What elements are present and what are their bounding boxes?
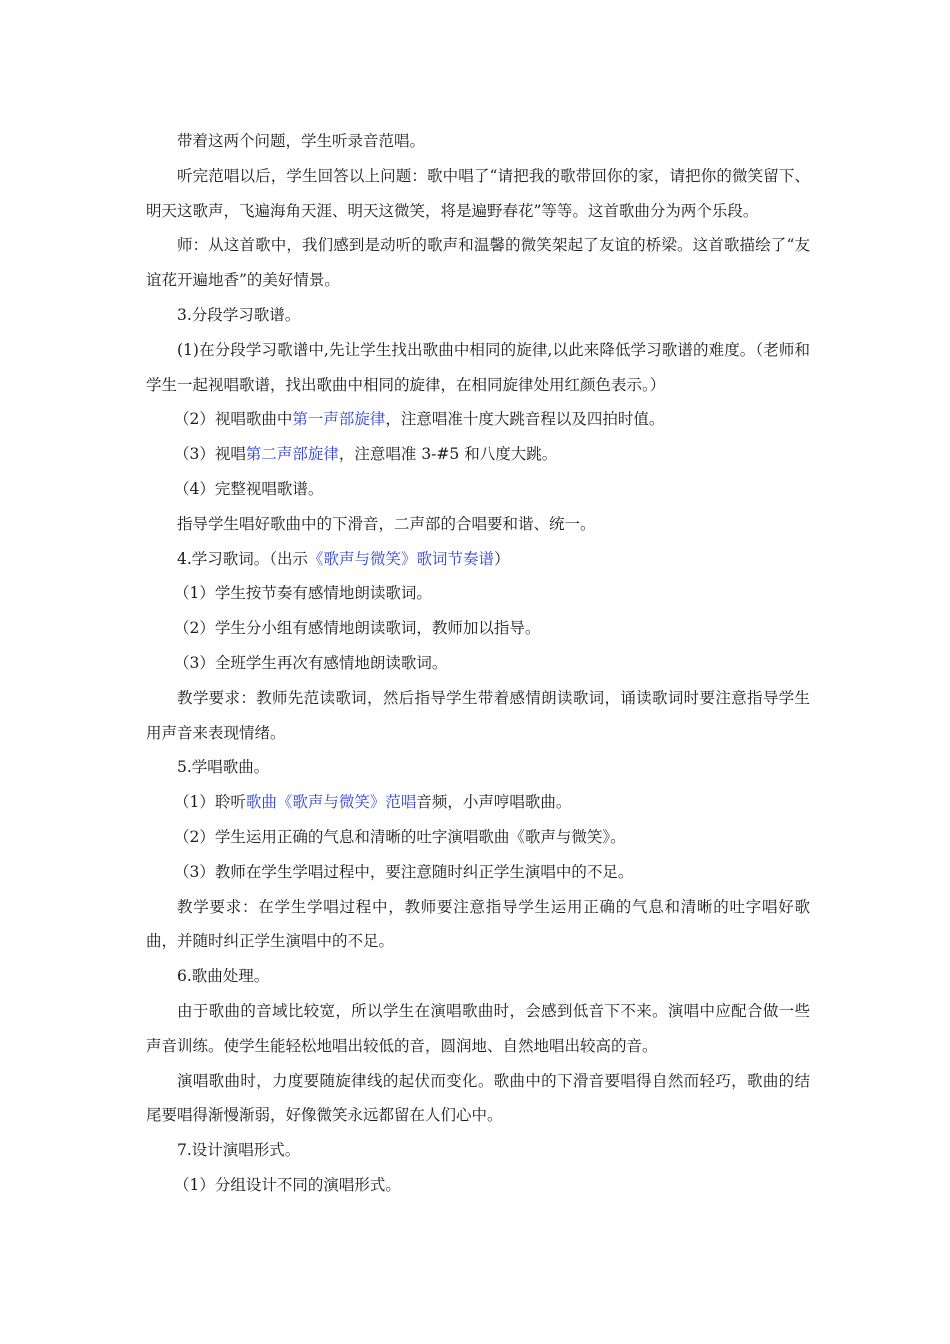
paragraph-text: 由于歌曲的音域比较宽，所以学生在演唱歌曲时，会感到低音下不来。演唱中应配合做一些声音训练。使学生能轻松地唱出较低的音，圆润地、自然地唱出较高的音。: [146, 1001, 810, 1055]
paragraph-text: 指导学生唱好歌曲中的下滑音，二声部的合唱要和谐、统一。: [177, 514, 596, 533]
paragraph-p9: [146, 507, 810, 542]
resource-link[interactable]: 歌曲《歌声与微笑》范唱: [245, 793, 417, 812]
paragraph-p20: [146, 959, 810, 994]
paragraph-text: （1）聆听: [174, 793, 246, 812]
paragraph-p15: [146, 750, 810, 785]
paragraph-p6: [146, 402, 810, 437]
paragraph-text: 师：从这首歌中，我们感到是动听的歌声和温馨的微笑架起了友谊的桥梁。这首歌描绘了“友谊花开遍地香”的美好情景。: [146, 236, 810, 290]
paragraph-text: （3）全班学生再次有感情地朗读歌词。: [174, 653, 448, 672]
document-body: [146, 124, 810, 1203]
paragraph-text: 教学要求：在学生学唱过程中，教师要注意指导学生运用正确的气息和清晰的吐字唱好歌曲，并随时纠正学生演唱中的不足。: [146, 897, 810, 951]
paragraph-p11: [146, 576, 810, 611]
resource-link[interactable]: 第一声部旋律: [292, 410, 386, 429]
paragraph-p22: [146, 1064, 810, 1134]
paragraph-text: （1）分组设计不同的演唱形式。: [174, 1175, 401, 1194]
paragraph-text: ，注意唱准十度大跳音程以及四拍时值。: [385, 410, 665, 429]
paragraph-text: 3.分段学习歌谱。: [177, 305, 301, 324]
paragraph-p5: [146, 333, 810, 403]
paragraph-p4: [146, 298, 810, 333]
paragraph-text: ）: [494, 549, 510, 568]
paragraph-p17: [146, 820, 810, 855]
paragraph-text: 7.设计演唱形式。: [177, 1141, 301, 1160]
paragraph-p23: [146, 1133, 810, 1168]
paragraph-p24: [146, 1168, 810, 1203]
resource-link[interactable]: 第二声部旋律: [245, 445, 339, 464]
paragraph-p19: [146, 890, 810, 960]
paragraph-p14: [146, 681, 810, 751]
paragraph-text: （3）视唱: [174, 445, 246, 464]
paragraph-text: （2）视唱歌曲中: [174, 410, 293, 429]
paragraph-text: 5.学唱歌曲。: [177, 758, 270, 777]
paragraph-p16: [146, 785, 810, 820]
paragraph-p7: [146, 437, 810, 472]
paragraph-text: ，注意唱准 3-#5 和八度大跳。: [338, 445, 558, 464]
paragraph-text: 听完范唱以后，学生回答以上问题：歌中唱了“请把我的歌带回你的家，请把你的微笑留下、明天这歌声，飞遍海角天涯、明天这微笑，将是遍野春花”等等。这首歌曲分为两个乐段。: [146, 166, 810, 220]
paragraph-text: （2）学生运用正确的气息和清晰的吐字演唱歌曲《歌声与微笑》。: [174, 827, 626, 846]
paragraph-text: （4）完整视唱歌谱。: [174, 479, 324, 498]
paragraph-p12: [146, 611, 810, 646]
paragraph-p3: [146, 228, 810, 298]
paragraph-p18: [146, 855, 810, 890]
paragraph-text: （2）学生分小组有感情地朗读歌词，教师加以指导。: [174, 619, 541, 638]
paragraph-p10: [146, 542, 810, 577]
paragraph-p2: [146, 159, 810, 229]
paragraph-p8: [146, 472, 810, 507]
paragraph-text: （3）教师在学生学唱过程中，要注意随时纠正学生演唱中的不足。: [174, 862, 634, 881]
resource-link[interactable]: 《歌声与微笑》歌词节奏谱: [308, 549, 495, 568]
paragraph-p13: [146, 646, 810, 681]
paragraph-text: 演唱歌曲时，力度要随旋律线的起伏而变化。歌曲中的下滑音要唱得自然而轻巧，歌曲的结尾要唱得渐慢渐弱，好像微笑永远都留在人们心中。: [146, 1071, 810, 1125]
paragraph-text: （1）学生按节奏有感情地朗读歌词。: [174, 584, 432, 603]
paragraph-text: 教学要求：教师先范读歌词，然后指导学生带着感情朗读歌词，诵读歌词时要注意指导学生用声音来表现情绪。: [146, 688, 810, 742]
paragraph-text: 6.歌曲处理。: [177, 967, 270, 986]
paragraph-text: 带着这两个问题，学生听录音范唱。: [177, 132, 426, 150]
paragraph-text: 音频，小声哼唱歌曲。: [416, 793, 572, 812]
paragraph-p21: [146, 994, 810, 1064]
paragraph-p1: [146, 124, 810, 159]
paragraph-text: 4.学习歌词。（出示: [177, 549, 309, 568]
paragraph-text: (1)在分段学习歌谱中,先让学生找出歌曲中相同的旋律,以此来降低学习歌谱的难度。（老师和学生一起视唱歌谱，找出歌曲中相同的旋律，在相同旋律处用红颜色表示。）: [146, 340, 810, 394]
